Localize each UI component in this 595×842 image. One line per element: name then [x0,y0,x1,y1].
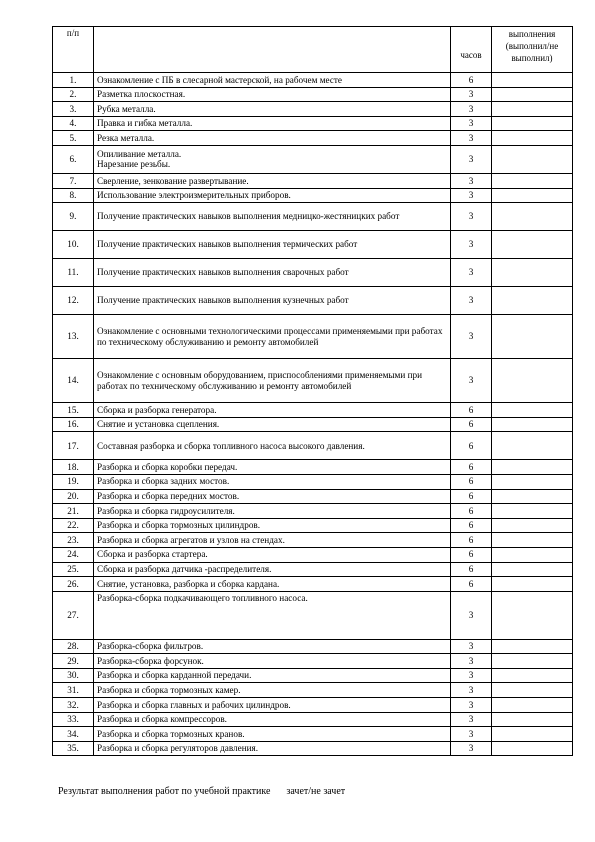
row-topic: Снятие, установка, разборка и сборка кардана. [94,577,451,592]
row-hours: 3 [451,203,492,231]
row-hours: 3 [451,173,492,188]
row-status [492,188,573,203]
row-topic: Рубка металла. [94,102,451,117]
row-hours: 6 [451,533,492,548]
row-hours: 3 [451,712,492,727]
row-hours: 6 [451,73,492,88]
row-hours: 3 [451,145,492,173]
row-hours: 3 [451,683,492,698]
row-status [492,683,573,698]
row-topic: Ознакомление с ПБ в слесарной мастерской, на рабочем месте [94,73,451,88]
row-num: 24. [53,547,94,562]
row-hours: 6 [451,577,492,592]
table-row [53,417,573,432]
table-row [53,474,573,489]
row-topic: Использование электроизмерительных приборов. [94,188,451,203]
row-topic: Получение практических навыков выполнения кузнечных работ [94,287,451,315]
row-num: 31. [53,683,94,698]
table-row [53,403,573,418]
row-status [492,73,573,88]
row-status [492,712,573,727]
row-topic: Разборка-сборка подкачивающего топливного насоса. [94,591,451,639]
row-status [492,231,573,259]
table-row [53,145,573,173]
table-row [53,504,573,519]
row-num: 14. [53,359,94,403]
table-row [53,518,573,533]
row-topic: Разборка и сборка гидроусилителя. [94,504,451,519]
row-status [492,654,573,669]
row-status [492,547,573,562]
row-status [492,145,573,173]
practice-log-table [52,26,573,756]
row-hours: 3 [451,259,492,287]
row-num: 34. [53,727,94,742]
row-num: 4. [53,116,94,131]
row-num: 29. [53,654,94,669]
row-status [492,698,573,713]
row-topic: Резка металла. [94,131,451,146]
row-topic: Разборка и сборка компрессоров. [94,712,451,727]
table-row [53,173,573,188]
row-hours: 6 [451,504,492,519]
row-status [492,668,573,683]
row-num: 21. [53,504,94,519]
row-num: 23. [53,533,94,548]
table-row [53,287,573,315]
table-row [53,683,573,698]
table-row [53,639,573,654]
row-status [492,741,573,756]
row-num: 26. [53,577,94,592]
row-num: 28. [53,639,94,654]
row-num: 22. [53,518,94,533]
row-hours: 3 [451,87,492,102]
practice-result-line [58,786,345,797]
row-topic: Сборка и разборка стартера. [94,547,451,562]
practice-result-value: зачет/не зачет [286,786,346,797]
row-status [492,173,573,188]
row-num: 8. [53,188,94,203]
row-topic: Разборка и сборка коробки передач. [94,460,451,475]
row-topic: Разборка и сборка тормозных кранов. [94,727,451,742]
row-status [492,727,573,742]
table-header-row [53,27,573,73]
row-hours: 3 [451,116,492,131]
row-topic: Ознакомление с основными технологическими процессами применяемыми при работах по техническому обслуживанию и ремонту автомобилей [94,315,451,359]
row-hours: 3 [451,741,492,756]
table-row [53,203,573,231]
row-status [492,474,573,489]
row-topic: Разборка и сборка регуляторов давления. [94,741,451,756]
row-topic: Разборка и сборка карданной передачи. [94,668,451,683]
row-status [492,131,573,146]
table-row [53,654,573,669]
table-row [53,432,573,460]
table-row [53,131,573,146]
row-num: 3. [53,102,94,117]
row-num: 15. [53,403,94,418]
table-row [53,547,573,562]
row-status [492,489,573,504]
row-hours: 6 [451,518,492,533]
row-status [492,460,573,475]
row-num: 13. [53,315,94,359]
row-hours: 3 [451,639,492,654]
table-row [53,102,573,117]
row-num: 30. [53,668,94,683]
row-status [492,203,573,231]
row-num: 27. [53,591,94,639]
row-topic: Сверление, зенкование развертывание. [94,173,451,188]
practice-log-body [53,27,573,756]
row-num: 7. [53,173,94,188]
row-num: 6. [53,145,94,173]
row-hours: 3 [451,359,492,403]
row-hours: 6 [451,547,492,562]
row-hours: 6 [451,460,492,475]
table-row [53,87,573,102]
row-num: 32. [53,698,94,713]
row-topic: Разборка и сборка задних мостов. [94,474,451,489]
table-row [53,698,573,713]
table-row [53,668,573,683]
table-row [53,741,573,756]
table-row [53,577,573,592]
row-hours: 6 [451,432,492,460]
row-num: 2. [53,87,94,102]
row-topic: Получение практических навыков выполнения термических работ [94,231,451,259]
row-num: 19. [53,474,94,489]
row-hours: 3 [451,591,492,639]
row-hours: 6 [451,489,492,504]
row-num: 18. [53,460,94,475]
table-row [53,315,573,359]
table-row [53,231,573,259]
row-topic: Сборка и разборка датчика -распределителя. [94,562,451,577]
row-num: 16. [53,417,94,432]
row-topic: Сборка и разборка генератора. [94,403,451,418]
row-topic: Разборка-сборка фильтров. [94,639,451,654]
practice-result-label: Результат выполнения работ по учебной практике [58,786,271,797]
row-hours: 3 [451,654,492,669]
row-num: 9. [53,203,94,231]
row-num: 5. [53,131,94,146]
table-row [53,533,573,548]
row-status [492,417,573,432]
header-num: п/п [53,27,94,73]
row-status [492,287,573,315]
row-status [492,116,573,131]
row-num: 17. [53,432,94,460]
row-topic: Ознакомление с основным оборудованием, приспособлениями применяемыми при работах по техническому обслуживанию и ремонту автомобилей [94,359,451,403]
row-status [492,533,573,548]
header-hours: часов [451,27,492,73]
row-topic: Разборка и сборка тормозных камер. [94,683,451,698]
row-num: 25. [53,562,94,577]
row-num: 1. [53,73,94,88]
row-status [492,403,573,418]
row-hours: 3 [451,727,492,742]
table-row [53,259,573,287]
table-row [53,562,573,577]
row-status [492,562,573,577]
row-status [492,359,573,403]
row-hours: 3 [451,315,492,359]
table-row [53,73,573,88]
row-num: 10. [53,231,94,259]
row-status [492,102,573,117]
row-topic: Разборка и сборка тормозных цилиндров. [94,518,451,533]
row-status [492,591,573,639]
row-topic: Разметка плоскостная. [94,87,451,102]
row-num: 33. [53,712,94,727]
row-status [492,315,573,359]
row-hours: 6 [451,474,492,489]
header-status: выполнения (выполнил/не выполнил) [492,27,573,73]
row-hours: 3 [451,668,492,683]
row-topic: Составная разборка и сборка топливного насоса высокого давления. [94,432,451,460]
row-topic: Получение практических навыков выполнения сварочных работ [94,259,451,287]
row-status [492,639,573,654]
table-row [53,727,573,742]
table-row [53,489,573,504]
row-num: 35. [53,741,94,756]
row-topic: Разборка и сборка агрегатов и узлов на стендах. [94,533,451,548]
row-hours: 3 [451,698,492,713]
table-row [53,460,573,475]
header-name [94,27,451,73]
table-row [53,359,573,403]
row-status [492,259,573,287]
row-topic: Опиливание металла. Нарезание резьбы. [94,145,451,173]
table-row [53,188,573,203]
row-topic: Разборка-сборка форсунок. [94,654,451,669]
table-row [53,712,573,727]
row-topic: Получение практических навыков выполнения медницко-жестяницких работ [94,203,451,231]
row-topic: Правка и гибка металла. [94,116,451,131]
row-topic: Разборка и сборка передних мостов. [94,489,451,504]
row-status [492,432,573,460]
row-status [492,577,573,592]
row-hours: 3 [451,188,492,203]
row-num: 11. [53,259,94,287]
table-row [53,591,573,639]
row-status [492,518,573,533]
row-topic: Разборка и сборка главных и рабочих цилиндров. [94,698,451,713]
row-hours: 6 [451,403,492,418]
row-num: 20. [53,489,94,504]
row-num: 12. [53,287,94,315]
table-row [53,116,573,131]
row-topic: Снятие и установка сцепления. [94,417,451,432]
row-status [492,87,573,102]
row-hours: 3 [451,131,492,146]
row-hours: 3 [451,287,492,315]
row-hours: 6 [451,562,492,577]
row-hours: 3 [451,231,492,259]
row-hours: 3 [451,102,492,117]
row-status [492,504,573,519]
row-hours: 6 [451,417,492,432]
